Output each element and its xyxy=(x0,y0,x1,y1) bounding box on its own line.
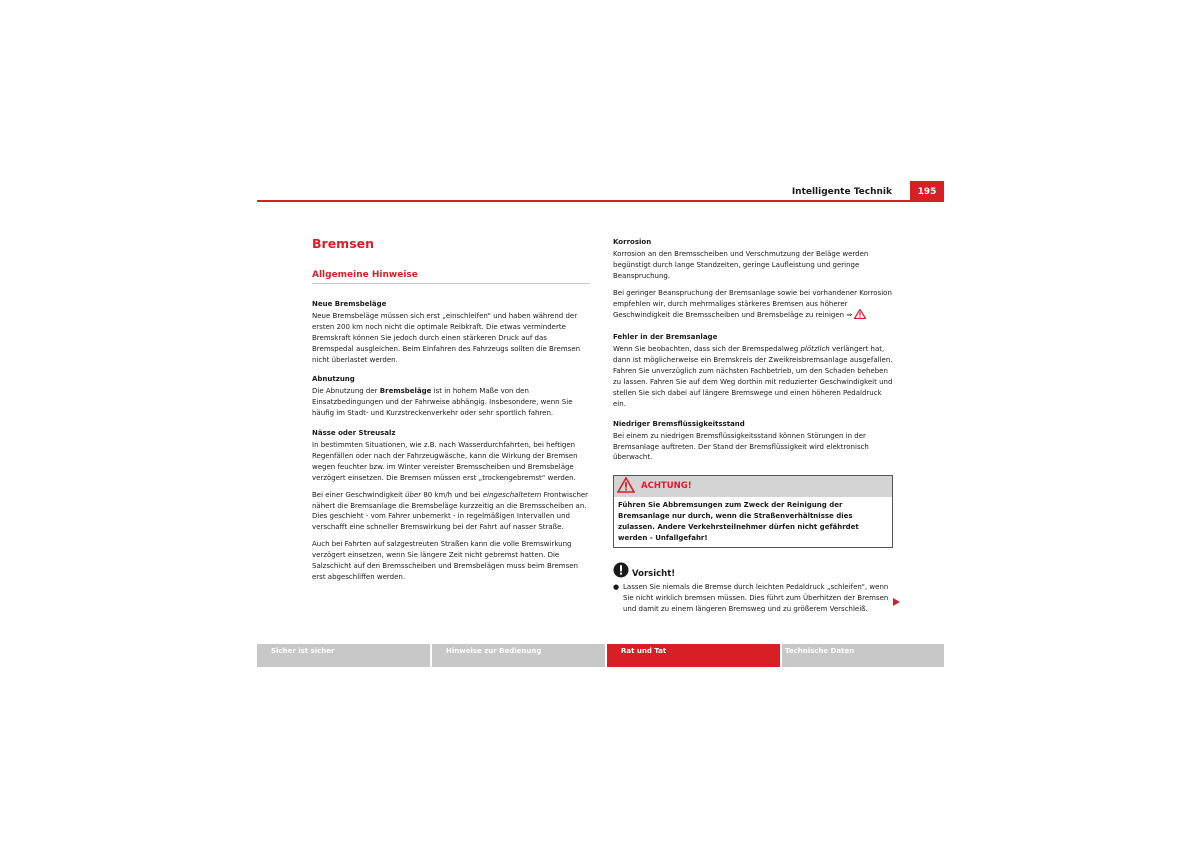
caution-exclamation-icon xyxy=(613,562,629,582)
fault-text: Wenn Sie beobachten, dass sich der Bremspedalweg plötzlich verlängert hat, dann ist möglicherweise ein Bremskreis der Zweikreisbremsanlage ausgefallen. Fahren Sie unverzüglich zum nächsten Fachbetrieb, um den Schaden beheben zu lassen. Fahren Sie auf dem Weg dorthin mit reduzierter Geschwindigkeit und stellen Sie sich dabei auf längere Bremswege und einen höheren Pedaldruck ein. xyxy=(613,345,893,408)
wet-section xyxy=(312,428,590,583)
new-pads-heading: Neue Bremsbeläge xyxy=(312,300,387,308)
fluid-section xyxy=(613,419,893,464)
section-subtitle: Allgemeine Hinweise xyxy=(312,269,590,284)
wet-heading: Nässe oder Streusalz xyxy=(312,429,396,438)
caution-header xyxy=(613,562,893,582)
tab-technische-daten[interactable]: Technische Daten xyxy=(782,644,944,667)
wear-text: Die Abnutzung der Bremsbeläge ist in hohem Maße von den Einsatzbedingungen und der Fahrweise abhängig. Insbesondere, wenn Sie häufig im Stadt- und Kurzstreckenverkehr oder sehr sportlich fahren. xyxy=(312,387,573,418)
new-pads-text: Neue Bremsbeläge müssen sich erst „einschleifen“ und haben während der ersten 200 km noch nicht die optimale Reibkraft. Die etwas verminderte Bremskraft können Sie jedoch durch einen stärkeren Druck auf das Bremspedal ausgleichen. Beim Einfahren des Fahrzeugs sollten die Bremsen nicht überlastet werden. xyxy=(312,311,581,364)
fluid-heading: Niedriger Bremsflüssigkeitsstand xyxy=(613,419,745,428)
tab-sicher-ist-sicher[interactable]: Sicher ist sicher xyxy=(257,644,430,667)
corrosion-heading: Korrosion xyxy=(613,238,652,246)
tab-rat-und-tat[interactable]: Rat und Tat xyxy=(607,644,780,667)
new-pads-section xyxy=(312,299,590,365)
warning-label: ACHTUNG! xyxy=(641,481,692,492)
warning-triangle-icon xyxy=(617,477,635,497)
footer-nav xyxy=(257,644,944,667)
section-title: Intelligente Technik xyxy=(791,187,892,197)
tab-hinweise-zur-bedienung[interactable]: Hinweise zur Bedienung xyxy=(432,644,605,667)
wet-text-1: In bestimmten Situationen, wie z.B. nach Wasserdurchfahrten, bei heftigen Regenfällen oder nach der Fahrzeugwäsche, kann die Wirkung der Bremsen wegen feuchter bzw. im Winter vereister Bremsscheiben und Bremsbeläge verzögert einsetzen. Die Bremsen müssen erst „trockengebremst“ werden. xyxy=(312,440,578,482)
caution-text: Lassen Sie niemals die Bremse durch leichten Pedaldruck „schleifen“, wenn Sie nicht wirklich bremsen müssen. Dies führt zum Überhitzen der Bremsen und damit zu einem längeren Bremsweg und zu größerem Verschleiß. xyxy=(623,582,889,613)
fluid-text: Bei einem zu niedrigen Bremsflüssigkeitsstand können Störungen in der Bremsanlage auftreten. Der Stand der Bremsflüssigkeit wird elektronisch überwacht. xyxy=(613,431,869,462)
corrosion-text-2: Bei geringer Beanspruchung der Bremsanlage sowie bei vorhandener Korrosion empfehlen wir, durch mehrmaliges stärkeres Bremsen aus höherer Geschwindigkeit die Bremsscheiben und Bremsbeläge zu reinigen ⇒ xyxy=(613,288,893,324)
warning-text: Führen Sie Abbremsungen zum Zweck der Reinigung der Bremsanlage nur durch, wenn die Straßenverhältnisse dies zulassen. Andere Verkehrsteilnehmer dürfen nicht gefährdet werden - Unfallgefahr! xyxy=(618,501,859,543)
right-column xyxy=(613,237,893,615)
warning-box xyxy=(613,475,893,548)
corrosion-text-1: Korrosion an den Bremsscheiben und Verschmutzung der Beläge werden begünstigt durch lange Standzeiten, geringe Laufleistung und geringe Beanspruchung. xyxy=(613,249,869,280)
wear-heading: Abnutzung xyxy=(312,375,355,384)
bullet-icon: ● xyxy=(613,582,620,591)
wet-text-2: Bei einer Geschwindigkeit über 80 km/h und bei eingeschaltetem Frontwischer nähert die Bremsanlage die Bremsbeläge kurzzeitig an die Bremsscheiben an. Dies geschieht - vom Fahrer unbemerkt - in regelmäßigen Intervallen und verschafft eine schneller Bremswirkung bei der Fahrt auf nasser Straße. xyxy=(312,490,589,532)
wet-text-3: Auch bei Fahrten auf salzgestreuten Straßen kann die volle Bremswirkung verzögert einsetzen, wenn Sie längere Zeit nicht gebremst hatten. Die Salzschicht auf den Bremsscheiben und Bremsbelägen muss beim Bremsen erst abgeschliffen werden. xyxy=(312,540,578,581)
fault-heading: Fehler in der Bremsanlage xyxy=(613,333,718,342)
wear-section xyxy=(312,374,590,419)
warning-triangle-icon[interactable] xyxy=(854,309,866,323)
page-number: 195 xyxy=(910,181,944,201)
caution-item xyxy=(613,582,893,615)
left-column xyxy=(312,236,590,592)
warning-header xyxy=(614,476,892,497)
caution-label: Vorsicht! xyxy=(632,568,676,579)
header-rule xyxy=(257,200,944,202)
corrosion-section xyxy=(613,237,893,323)
next-page-arrow-icon[interactable] xyxy=(893,598,900,606)
page-title: Bremsen xyxy=(312,236,375,251)
fault-section xyxy=(613,332,893,409)
